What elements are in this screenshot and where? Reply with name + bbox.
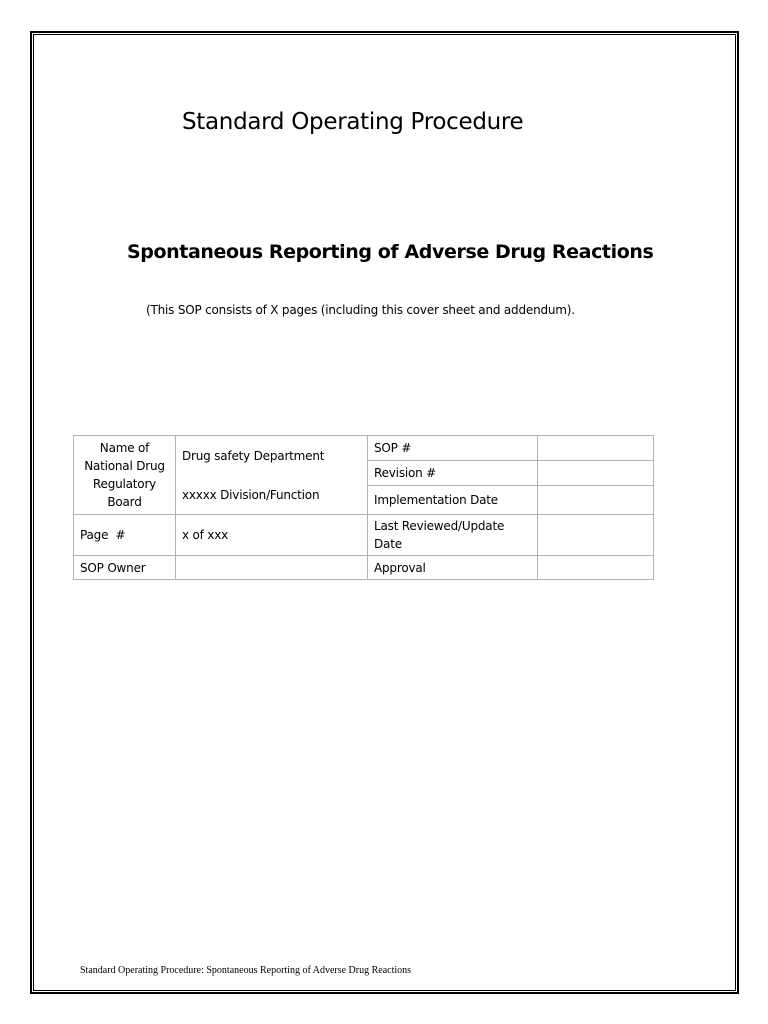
table-row — [74, 436, 654, 461]
revision-label: Revision # — [368, 461, 538, 486]
division-text: xxxxx Division/Function — [182, 487, 320, 502]
sop-number-value — [538, 436, 654, 461]
board-label-line: National Drug — [84, 459, 165, 473]
board-label-line: Board — [107, 495, 142, 509]
page-number-value: x of xxx — [176, 515, 368, 556]
board-name-cell — [74, 436, 176, 515]
sop-owner-value — [176, 556, 368, 580]
sop-owner-label: SOP Owner — [74, 556, 176, 580]
revision-value — [538, 461, 654, 486]
document-subtitle: Spontaneous Reporting of Adverse Drug Reactions — [127, 241, 654, 263]
sop-info-table — [73, 435, 654, 580]
department-text: Drug safety Department — [182, 448, 325, 463]
page-footer: Standard Operating Procedure: Spontaneous Reporting of Adverse Drug Reactions — [80, 965, 412, 976]
table-row — [74, 556, 654, 580]
cell-spacer — [182, 465, 361, 486]
sop-number-label: SOP # — [368, 436, 538, 461]
table-row — [74, 515, 654, 556]
page-count-note: (This SOP consists of X pages (including this cover sheet and addendum). — [146, 303, 575, 317]
last-reviewed-value — [538, 515, 654, 556]
implementation-date-value — [538, 486, 654, 515]
board-label-line: Name of — [99, 441, 150, 455]
document-title: Standard Operating Procedure — [182, 109, 524, 135]
implementation-date-label: Implementation Date — [368, 486, 538, 515]
board-label-line: Regulatory — [92, 477, 157, 491]
page-number-label: Page # — [74, 515, 176, 556]
approval-value — [538, 556, 654, 580]
department-cell — [176, 436, 368, 515]
approval-label: Approval — [368, 556, 538, 580]
last-reviewed-label: Last Reviewed/Update Date — [368, 515, 538, 556]
